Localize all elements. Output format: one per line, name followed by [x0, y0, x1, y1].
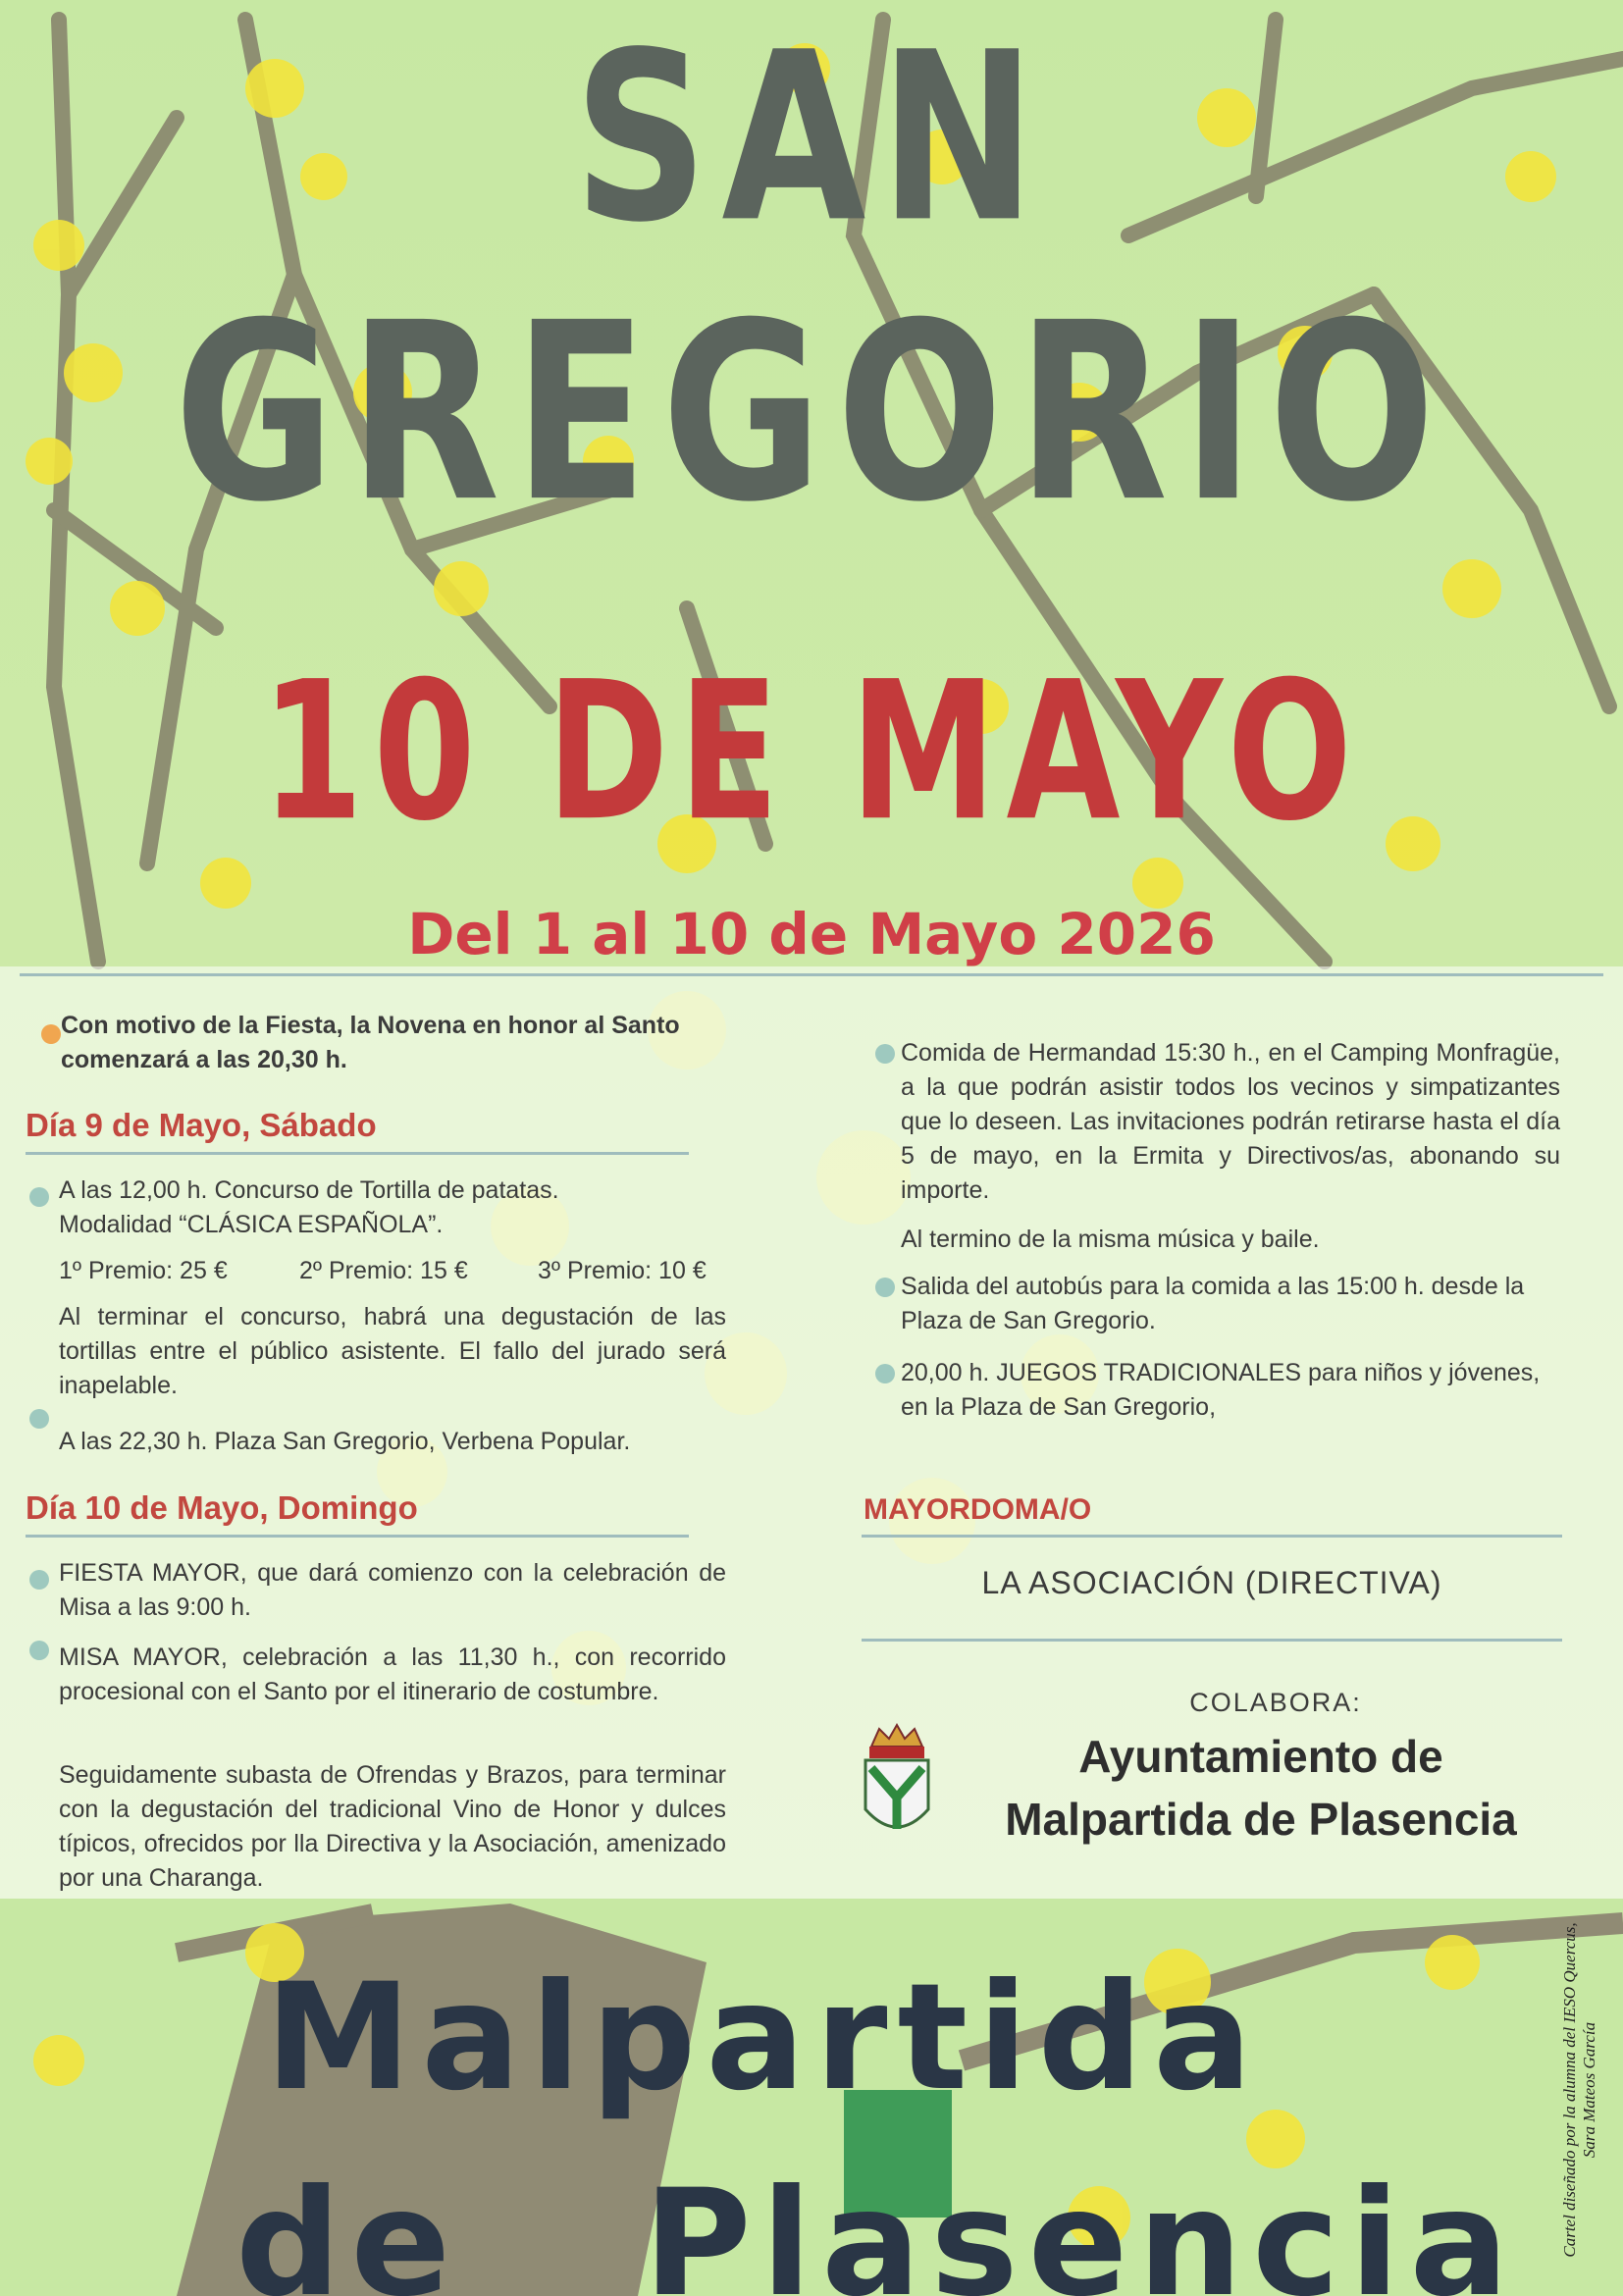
lunch-text: Comida de Hermandad 15:30 h., en el Camping Monfragüe, a la que podrán asistir todos los vecinos y simpatizantes que lo deseen. Las invitaciones podrán retirarse hasta el día 5 de mayo, en la Ermita y Directivos/as, abonando su importe.	[901, 1039, 1560, 1204]
town-name-line1: Malpartida	[265, 1953, 1263, 2123]
sponsor-line1: Ayuntamiento de	[1078, 1731, 1443, 1782]
poster-title-line2: GREGORIO	[174, 270, 1449, 557]
prize-1: 1º Premio: 25 €	[59, 1257, 228, 1284]
verbena-text: A las 22,30 h. Plaza San Gregorio, Verbena Popular.	[59, 1428, 631, 1455]
bullet-icon	[29, 1409, 49, 1429]
divider	[862, 1639, 1562, 1642]
fiesta-mayor-text: FIESTA MAYOR, que dará comienzo con la celebración de Misa a las 9:00 h.	[59, 1559, 726, 1621]
contest-line1: A las 12,00 h. Concurso de Tortilla de patatas.	[59, 1176, 559, 1204]
bullet-icon	[29, 1187, 49, 1207]
bullet-icon	[29, 1570, 49, 1590]
colabora-label: COLABORA:	[1189, 1688, 1362, 1717]
bullet-icon	[875, 1278, 895, 1297]
sponsor-line2: Malpartida de Plasencia	[1005, 1794, 1517, 1845]
mayordomo-name: LA ASOCIACIÓN (DIRECTIVA)	[981, 1565, 1442, 1600]
tasting-text: Al terminar el concurso, habrá una degustación de las tortillas entre el público asistente. El fallo del jurado será inapelable.	[59, 1303, 726, 1399]
festival-period: Del 1 al 10 de Mayo 2026	[407, 901, 1216, 967]
bullet-icon	[875, 1364, 895, 1383]
poster-date: 10 DE MAYO	[261, 641, 1362, 864]
divider	[26, 1152, 689, 1155]
day10-heading: Día 10 de Mayo, Domingo	[26, 1489, 418, 1526]
divider	[20, 973, 1603, 976]
subasta-text: Seguidamente subasta de Ofrendas y Brazos, para terminar con la degustación del tradicional Vino de Honor y dulces típicos, ofrecidos por lla Directiva y la Asociación, amenizado por una Charanga.	[59, 1761, 726, 1892]
poster-credit	[1560, 1894, 1599, 2286]
coat-of-arms-icon	[860, 1719, 934, 1847]
divider	[862, 1535, 1562, 1538]
bullet-icon	[29, 1641, 49, 1660]
after-lunch-text: Al termino de la misma música y baile.	[901, 1226, 1320, 1253]
prize-2: 2º Premio: 15 €	[299, 1257, 468, 1284]
day9-heading: Día 9 de Mayo, Sábado	[26, 1107, 377, 1143]
bullet-icon	[875, 1044, 895, 1064]
bus-text: Salida del autobús para la comida a las 15:00 h. desde la Plaza de San Gregorio.	[901, 1273, 1525, 1334]
intro-text: Con motivo de la Fiesta, la Novena en honor al Santo comenzará a las 20,30 h.	[61, 1012, 680, 1073]
credit-line2: Sara Mateos García	[1580, 2021, 1598, 2159]
contest-line2: Modalidad “CLÁSICA ESPAÑOLA”.	[59, 1211, 444, 1238]
town-name-line2: de Plasencia	[236, 2159, 1519, 2296]
bullet-icon	[41, 1024, 61, 1044]
poster-title-line1: SAN	[573, 2, 1050, 274]
prize-3: 3º Premio: 10 €	[538, 1257, 707, 1284]
mayordomo-heading: MAYORDOMA/O	[864, 1493, 1092, 1526]
games-text: 20,00 h. JUEGOS TRADICIONALES para niños y jóvenes, en la Plaza de San Gregorio,	[901, 1359, 1541, 1421]
credit-line1: Cartel diseñado por la alumna del IESO Quercus,	[1560, 1922, 1579, 2258]
divider	[26, 1535, 689, 1538]
misa-mayor-text: MISA MAYOR, celebración a las 11,30 h., con recorrido procesional con el Santo por el itinerario de costumbre.	[59, 1644, 726, 1705]
